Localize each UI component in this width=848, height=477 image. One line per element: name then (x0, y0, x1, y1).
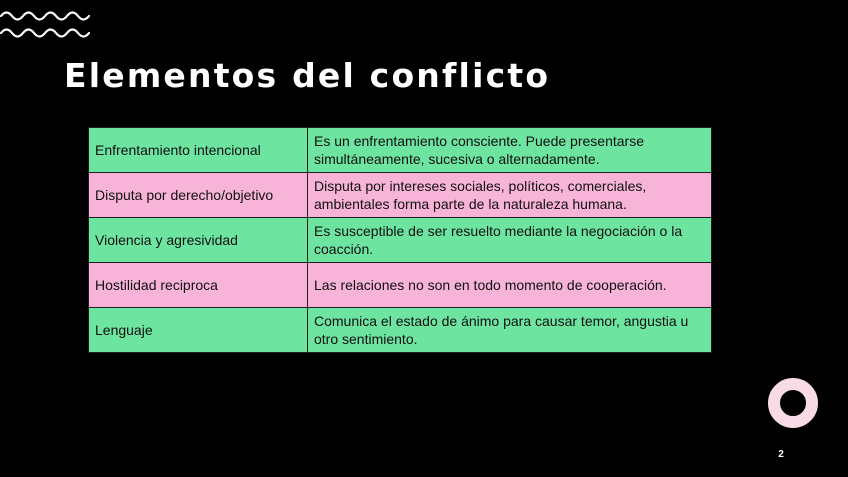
table-cell-description: Las relaciones no son en todo momento de cooperación. (308, 263, 712, 308)
table-cell-description: Es un enfrentamiento consciente. Puede presentarse simultáneamente, sucesiva o alternadamente. (308, 128, 712, 173)
table-cell-description: Comunica el estado de ánimo para causar temor, angustia u otro sentimiento. (308, 308, 712, 353)
conflict-elements-table (88, 127, 712, 353)
table-row (89, 173, 712, 218)
table-cell-description: Disputa por intereses sociales, políticos, comerciales, ambientales forma parte de la naturaleza humana. (308, 173, 712, 218)
table-row (89, 218, 712, 263)
ring-icon (768, 378, 818, 428)
table-cell-term: Enfrentamiento intencional (89, 128, 308, 173)
slide-title: Elementos del conflicto (64, 56, 551, 95)
table-cell-term: Violencia y agresividad (89, 218, 308, 263)
page-number: 2 (778, 449, 784, 460)
table-row (89, 128, 712, 173)
table-cell-term: Lenguaje (89, 308, 308, 353)
table-cell-term: Disputa por derecho/objetivo (89, 173, 308, 218)
table-row (89, 263, 712, 308)
table-cell-description: Es susceptible de ser resuelto mediante la negociación o la coacción. (308, 218, 712, 263)
wave-lines-icon (0, 6, 92, 42)
table-row (89, 308, 712, 353)
table-cell-term: Hostilidad reciproca (89, 263, 308, 308)
